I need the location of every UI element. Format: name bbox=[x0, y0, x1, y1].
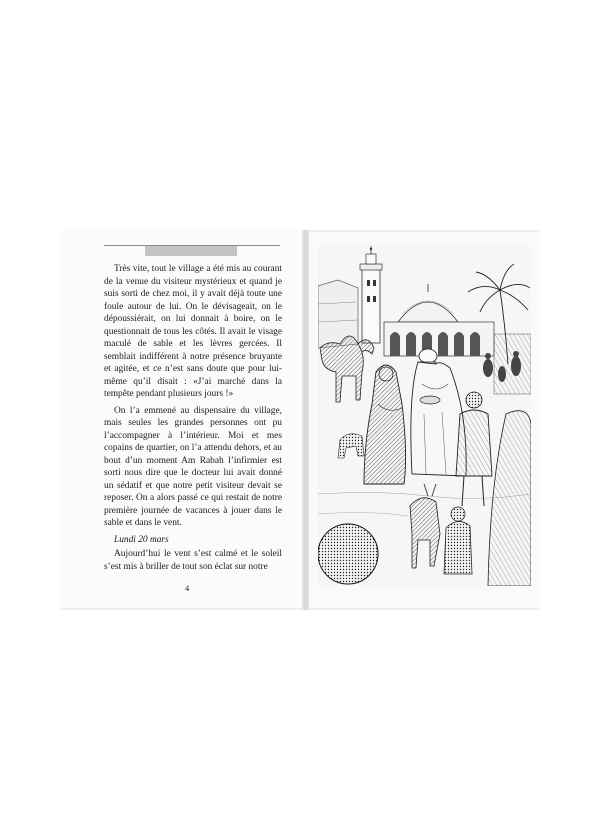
paragraph: Très vite, tout le village a été mis au courant de la venue du visiteur mystérieux et quand je suis sorti de chez moi, il y avait déjà toute une foule autour de lui. On le dévisageait, on le dépoussiérait, on lui donnait à boire, on le questionnait de tous les côtés. Il avait le visage maculé de sable et les lèvres gercées. Il semblait indifférent à notre présence bruyante et agitée, et ce n’est sans doute que pour lui-même qu’il disait : «J’ai marché dans la tempête pendant plusieurs jours !» bbox=[104, 264, 282, 399]
header-block bbox=[145, 246, 237, 256]
paragraph: On l’a emmené au dispensaire du village, mais seules les grandes personnes ont pu l’accompagner à l’intérieur. Moi et mes copains de quartier, on l’a attendu dehors, et au bout d’un moment Am Rabah l’infirmier est sorti nous dire que le docteur lui avait donné un sédatif et que notre petit visiteur devait se reposer. On a alors passé ce qui restait de notre première journée de vacances à jouer dans le sable et dans le vent. bbox=[104, 405, 282, 528]
page-number: 4 bbox=[185, 583, 190, 593]
page-text bbox=[104, 263, 282, 577]
paragraph: Aujourd’hui le vent s’est calmé et le soleil s’est mis à briller de tout son éclat sur notre bbox=[104, 549, 282, 572]
basket bbox=[318, 524, 378, 584]
village-crowd-illustration bbox=[318, 244, 531, 586]
date-heading: Lundi 20 mars bbox=[114, 534, 169, 545]
